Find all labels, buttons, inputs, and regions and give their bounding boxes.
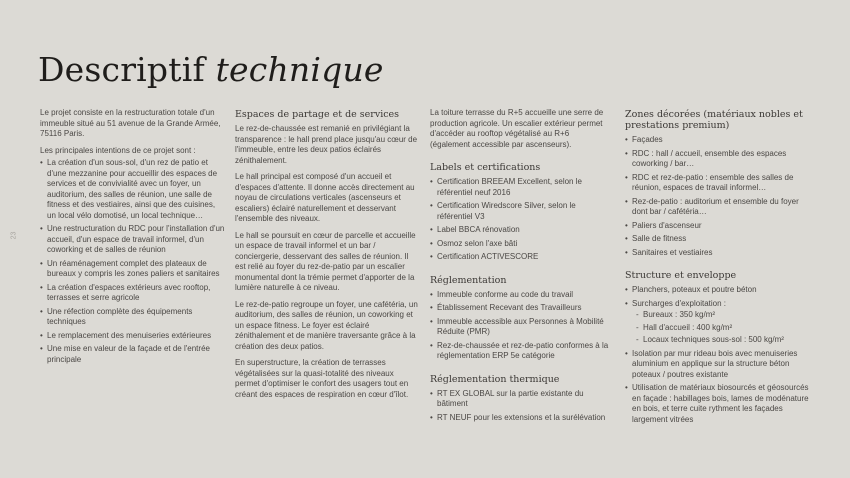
paragraph: Le rez-de-chaussée est remanié en privilégiant la transparence : le hall prend place jusqu'au cœur de l'immeuble, entre les deux patios éclairés zénithalement. [235,124,418,165]
list-item: • Une restructuration du RDC pour l'installation d'un accueil, d'un espace de travail informel, d'un coworking et de salles de réunion [40,224,226,256]
regulation-list [430,290,610,362]
section-heading: Structure et enveloppe [625,270,737,281]
list-item: • Salle de fitness [625,234,815,245]
sublist-item: - Hall d'accueil : 400 kg/m² [632,323,815,334]
list-item: • RT NEUF pour les extensions et la surélévation [430,413,610,424]
zones-list [625,135,815,258]
list-item: • Établissement Recevant des Travailleurs [430,303,610,314]
section-heading: Labels et certifications [430,162,541,173]
section-heading: Réglementation thermique [430,373,560,385]
list-item: • Certification ACTIVESCORE [430,252,610,263]
list-item: • RDC et rez-de-patio : ensemble des salles de réunion, espaces de travail informel… [625,173,815,194]
loads-sublist [632,310,815,346]
section-heading: Espaces de partage et de services [235,109,400,120]
section-heading: Réglementation [430,274,507,286]
list-item [625,299,815,346]
list-item: • Certification BREEAM Excellent, selon le référentiel neuf 2016 [430,177,610,198]
thermal-list [430,389,610,424]
rooftop-paragraph: La toiture terrasse du R+5 accueille une serre de production agricole. Un escalier extérieur permet d'accéder au rooftop végétalisé au R+6 (également accessible par ascenseurs). [430,108,604,149]
list-item: • Un réaménagement complet des plateaux de bureaux y compris les zones paliers et sanitaires [40,259,226,280]
list-item: • Immeuble conforme au code du travail [430,290,610,301]
sublist-item: - Locaux techniques sous-sol : 500 kg/m² [632,335,815,346]
column-shared-spaces [235,109,418,406]
list-item: • Une mise en valeur de la façade et de l'entrée principale [40,344,226,365]
paragraph: Le hall se poursuit en cœur de parcelle et accueille un espace de travail informel et un bar / conciergerie, desservant des salles de réunion. Il est relié au foyer du rez-de-patio par un escalier monumental dont la trémie permet d'apporter de la lumière naturelle à ce niveau. [235,230,416,292]
intentions-list [40,158,226,365]
sublist-item: - Bureaux : 350 kg/m² [632,310,815,321]
list-item: • La création d'espaces extérieurs avec rooftop, terrasses et serre agricole [40,283,226,304]
list-item: • RDC : hall / accueil, ensemble des espaces coworking / bar… [625,149,815,170]
list-item: • Isolation par mur rideau bois avec menuiseries aluminium en applique sur la structure béton poteaux / poutres existante [625,349,815,381]
list-item: • Façades [625,135,815,146]
structure-list [625,285,815,425]
paragraph: En superstructure, la création de terrasses végétalisées sur la quasi-totalité des niveaux permet d'optimiser le confort des usagers tout en créant des espaces de respiration en cœur d'îlot. [235,358,409,399]
list-item: • Utilisation de matériaux biosourcés et géosourcés en façade : habillages bois, lames de modénature en bois, et terre cuite rythment les façades largement vitrées [625,383,815,425]
list-item: • Sanitaires et vestiaires [625,248,815,259]
list-item: • Immeuble accessible aux Personnes à Mobilité Réduite (PMR) [430,317,610,338]
list-item: • Rez-de-patio : auditorium et ensemble du foyer dont bar / cafétéria… [625,197,815,218]
section-heading: Zones décorées (matériaux nobles et prestations premium) [625,109,803,131]
list-item: • Planchers, poteaux et poutre béton [625,285,815,296]
paragraph: Le hall principal est composé d'un accueil et d'espaces d'attente. Il donne accès directement au noyau de circulations verticales (ascenseurs et escaliers) éclairé naturellement et desservant l'ensemble des niveaux. [235,172,415,223]
paragraph: Le rez-de-patio regroupe un foyer, une cafétéria, un auditorium, des salles de réunion, un coworking et un espace fitness. Le foyer est éclairé zénithalement et de manière traversante grâce à la création des deux patios. [235,299,418,351]
list-item: • Paliers d'ascenseur [625,221,815,232]
list-item: • Rez-de-chaussée et rez-de-patio conformes à la réglementation ERP 5e catégorie [430,341,610,362]
column-certifications [430,108,610,429]
list-item: • Certification Wiredscore Silver, selon le référentiel V3 [430,201,610,222]
page-title [38,50,384,89]
intro-paragraph: Le projet consiste en la restructuration totale d'un immeuble situé au 51 avenue de la Grande Armée, 75116 Paris. [40,108,221,138]
labels-list [430,177,610,263]
title-regular: Descriptif [38,50,205,89]
column-project-intro [40,108,226,371]
loads-label: Surcharges d'exploitation : [632,298,727,308]
column-materials-structure [625,109,815,431]
list-item: • Label BBCA rénovation [430,225,610,236]
list-item: • La création d'un sous-sol, d'un rez de patio et d'une mezzanine pour accueillir des espaces de services et de convivialité avec un foyer, un auditorium, des salles de réunion, une salle de fitness et des vestiaires, ainsi que des cuisines, un local vélo domotisé, un local technique… [40,158,226,221]
page-number: 23 [10,231,18,240]
list-item: • Le remplacement des menuiseries extérieures [40,331,226,342]
list-item: • Osmoz selon l'axe bâti [430,239,610,250]
title-italic: technique [215,50,384,89]
intentions-lead: Les principales intentions de ce projet sont : [40,145,196,155]
list-item: • Une réfection complète des équipements techniques [40,307,226,328]
list-item: • RT EX GLOBAL sur la partie existante du bâtiment [430,389,610,410]
